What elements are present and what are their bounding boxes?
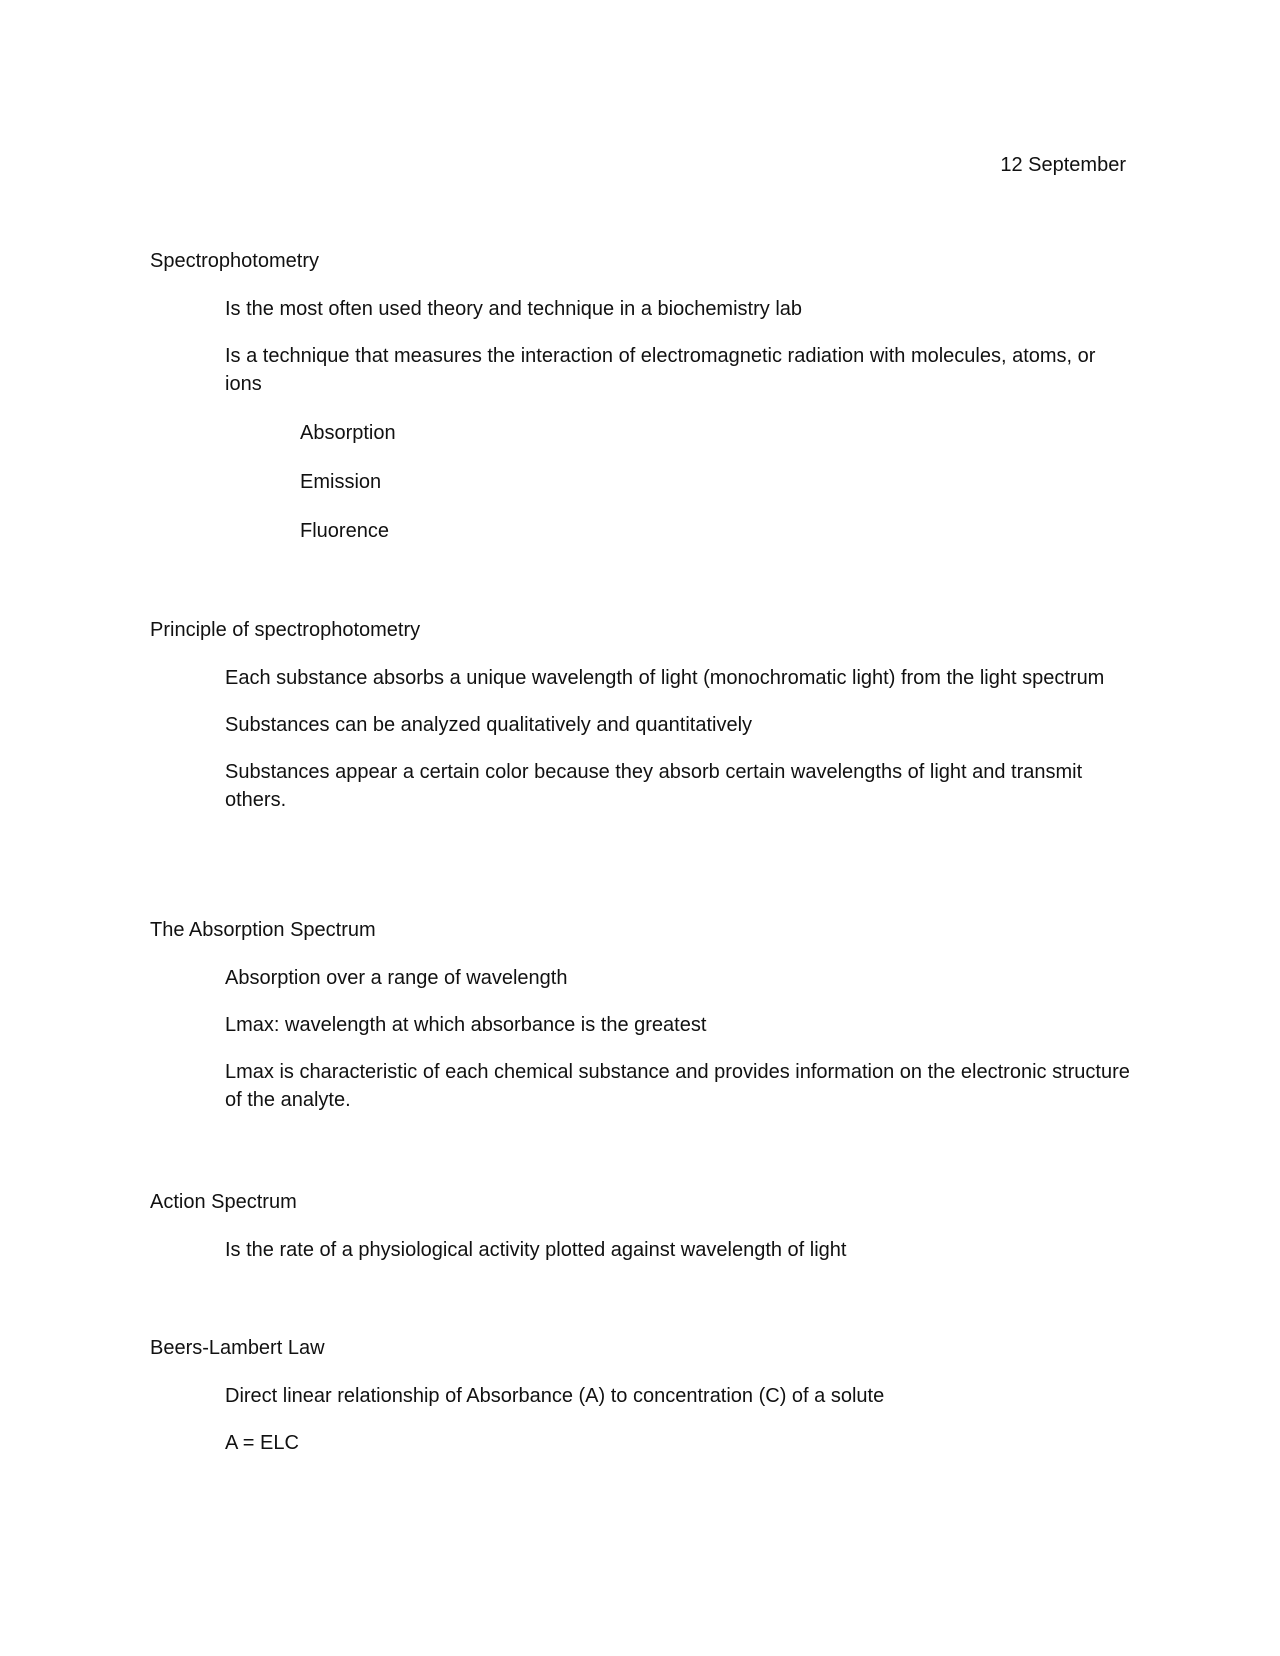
note-subline: Fluorence — [300, 520, 389, 542]
note-line: Substances appear a certain color because they absorb certain wavelengths of light and transmit others. — [225, 761, 1083, 811]
section-heading: Principle of spectrophotometry — [150, 619, 421, 641]
note-line: Direct linear relationship of Absorbance (A) to concentration (C) of a solute — [225, 1385, 885, 1407]
section-absorption-spectrum — [150, 917, 1130, 1114]
note-line: Substances can be analyzed qualitatively and quantitatively — [225, 714, 753, 736]
section-beers-lambert — [150, 1335, 1130, 1457]
note-line: A = ELC — [225, 1432, 299, 1454]
section-heading: Beers-Lambert Law — [150, 1337, 325, 1359]
note-line: Is the rate of a physiological activity plotted against wavelength of light — [225, 1239, 847, 1261]
note-line: Absorption over a range of wavelength — [225, 967, 568, 989]
section-heading: The Absorption Spectrum — [150, 919, 376, 941]
section-heading: Action Spectrum — [150, 1191, 297, 1213]
note-subline: Absorption — [300, 422, 396, 444]
note-subline: Emission — [300, 471, 382, 493]
note-line: Is a technique that measures the interaction of electromagnetic radiation with molecules, atoms, or ions — [225, 345, 1096, 395]
section-spectrophotometry — [150, 248, 1130, 545]
note-line: Lmax: wavelength at which absorbance is the greatest — [225, 1014, 707, 1036]
section-principle — [150, 617, 1130, 814]
note-line: Is the most often used theory and technique in a biochemistry lab — [225, 298, 803, 320]
note-line: Lmax is characteristic of each chemical substance and provides information on the electronic structure of the analyte. — [225, 1061, 1130, 1111]
date-header: 12 September — [1000, 154, 1126, 176]
section-action-spectrum — [150, 1189, 1130, 1264]
note-line: Each substance absorbs a unique wavelength of light (monochromatic light) from the light spectrum — [225, 667, 1105, 689]
section-heading: Spectrophotometry — [150, 250, 319, 272]
